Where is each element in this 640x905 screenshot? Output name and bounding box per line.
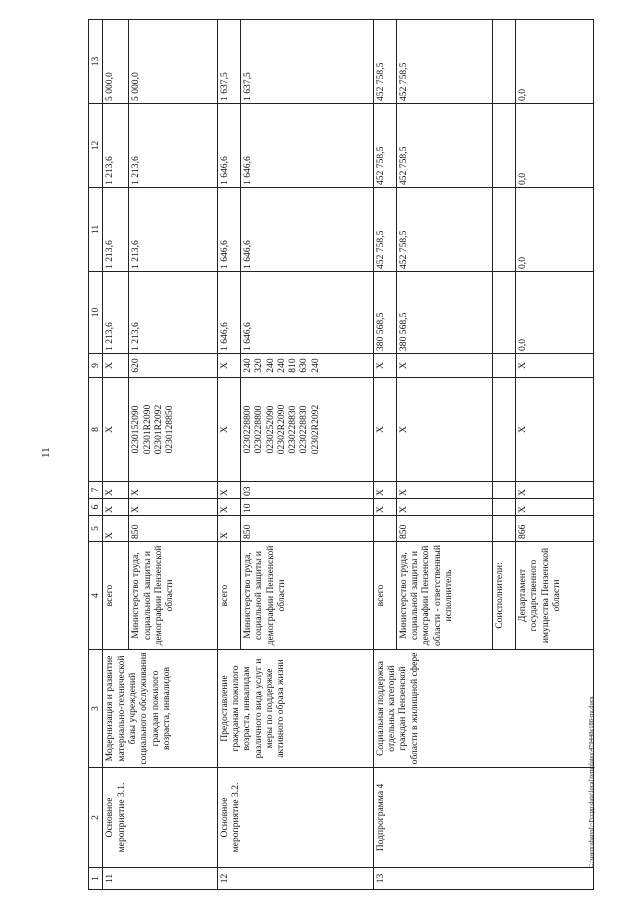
- value-cell-c10: 380 568,5: [396, 272, 492, 354]
- value-cell-c12: 1 646,6: [240, 104, 373, 188]
- row-number: 12: [217, 868, 373, 890]
- value-cell-c12: 1 646,6: [217, 104, 240, 188]
- value-cell-c11: [492, 188, 515, 272]
- value-cell-c12: [492, 104, 515, 188]
- value-cell-c11: 1 646,6: [217, 188, 240, 272]
- value-cell-c5: 866: [516, 516, 594, 542]
- table-row: [217, 20, 240, 890]
- footer-file-path: C:\users\shared\~Fccpp\data\local\templates\479448e188-nu.docx: [588, 696, 595, 868]
- value-cell-c10: [492, 272, 515, 354]
- value-cell-c13: [492, 20, 515, 104]
- value-cell-c6: X: [373, 499, 396, 516]
- col-header: 8: [89, 378, 103, 482]
- value-cell-c12: 0,0: [516, 104, 594, 188]
- value-cell-c13: 5 000,0: [103, 20, 129, 104]
- value-cell-c6: [492, 499, 515, 516]
- value-cell-c12: 452 758,5: [373, 104, 396, 188]
- value-cell-c7: [492, 482, 515, 499]
- value-cell-c13: 5 000,0: [129, 20, 217, 104]
- value-cell-c11: 0,0: [516, 188, 594, 272]
- value-cell-c9: X: [103, 354, 129, 378]
- row-name: Основное мероприятие 3.2.: [217, 768, 373, 868]
- value-cell-c9: X: [217, 354, 240, 378]
- value-cell-c9: X: [396, 354, 492, 378]
- value-cell-c8: X: [373, 378, 396, 482]
- table-row: [103, 20, 129, 890]
- value-cell-c6: X: [129, 499, 217, 516]
- executor-cell: Департамент государственного имущества Пензенской области: [516, 542, 594, 650]
- col-header: 10: [89, 272, 103, 354]
- value-cell-c9: 240 320 240 240 810 630 240: [240, 354, 373, 378]
- value-cell-c5: 850: [129, 516, 217, 542]
- value-cell-c13: 0,0: [516, 20, 594, 104]
- row-description: Социальная поддержка отдельных категорий граждан Пензенской области в жилищной сфере: [373, 650, 593, 768]
- executor-cell: всего: [373, 542, 396, 650]
- table-row: [373, 20, 396, 890]
- value-cell-c10: 0,0: [516, 272, 594, 354]
- col-header: 12: [89, 104, 103, 188]
- value-cell-c11: 1 213,6: [103, 188, 129, 272]
- executor-cell: всего: [217, 542, 240, 650]
- col-header: 1: [89, 868, 103, 890]
- value-cell-c10: 380 568,5: [373, 272, 396, 354]
- col-header: 13: [89, 20, 103, 104]
- value-cell-c8: 0230228800 0230228800 0230252090 02302R2090 0230228830 0230228830 02302R2092: [240, 378, 373, 482]
- executor-cell: Соисполнители:: [492, 542, 515, 650]
- col-header: 3: [89, 650, 103, 768]
- value-cell-c10: 1 646,6: [240, 272, 373, 354]
- value-cell-c11: 452 758,5: [396, 188, 492, 272]
- row-number: 13: [373, 868, 593, 890]
- col-header: 9: [89, 354, 103, 378]
- value-cell-c5: X: [103, 516, 129, 542]
- value-cell-c8: X: [103, 378, 129, 482]
- value-cell-c5: [373, 516, 396, 542]
- col-header: 11: [89, 188, 103, 272]
- value-cell-c6: 10: [240, 499, 373, 516]
- value-cell-c13: 1 637,5: [217, 20, 240, 104]
- column-number-row: [89, 20, 103, 890]
- row-name: Основное мероприятие 3.1.: [103, 768, 217, 868]
- row-number: 11: [103, 868, 217, 890]
- value-cell-c7: X: [373, 482, 396, 499]
- value-cell-c7: X: [217, 482, 240, 499]
- value-cell-c6: X: [217, 499, 240, 516]
- col-header: 2: [89, 768, 103, 868]
- value-cell-c6: X: [516, 499, 594, 516]
- rotated-table-container: [88, 20, 594, 890]
- value-cell-c9: X: [516, 354, 594, 378]
- value-cell-c6: X: [396, 499, 492, 516]
- value-cell-c11: 452 758,5: [373, 188, 396, 272]
- value-cell-c11: 1 213,6: [129, 188, 217, 272]
- value-cell-c12: 1 213,6: [103, 104, 129, 188]
- value-cell-c10: 1 213,6: [129, 272, 217, 354]
- value-cell-c5: 850: [396, 516, 492, 542]
- page-number: 11: [40, 447, 52, 458]
- value-cell-c5: X: [217, 516, 240, 542]
- value-cell-c8: [492, 378, 515, 482]
- value-cell-c7: 03: [240, 482, 373, 499]
- executor-cell: всего: [103, 542, 129, 650]
- value-cell-c7: X: [129, 482, 217, 499]
- value-cell-c13: 1 637,5: [240, 20, 373, 104]
- value-cell-c13: 452 758,5: [396, 20, 492, 104]
- value-cell-c5: [492, 516, 515, 542]
- value-cell-c10: 1 646,6: [217, 272, 240, 354]
- col-header: 4: [89, 542, 103, 650]
- value-cell-c9: [492, 354, 515, 378]
- executor-cell: Министерство труда, социальной защиты и демографии Пензенской области: [129, 542, 217, 650]
- value-cell-c11: 1 646,6: [240, 188, 373, 272]
- value-cell-c12: 452 758,5: [396, 104, 492, 188]
- table-body: [103, 20, 594, 890]
- row-description: Предоставление гражданам пожилого возраста, инвалидам различного вида услуг и меры по поддержке активного образа жизни: [217, 650, 373, 768]
- value-cell-c8: X: [516, 378, 594, 482]
- executor-cell: Министерство труда, социальной защиты и демографии Пензенской области - ответственный исполнитель: [396, 542, 492, 650]
- row-description: Модернизация и развитие материально-технической базы учреждений социального обслуживания граждан пожилого возраста, инвалидов: [103, 650, 217, 768]
- col-header: 5: [89, 516, 103, 542]
- value-cell-c12: 1 213,6: [129, 104, 217, 188]
- budget-table: [88, 19, 594, 890]
- value-cell-c8: 0230152090 02301R2090 02301R2092 0230128850: [129, 378, 217, 482]
- value-cell-c10: 1 213,6: [103, 272, 129, 354]
- value-cell-c7: X: [396, 482, 492, 499]
- value-cell-c9: 620: [129, 354, 217, 378]
- value-cell-c5: 850: [240, 516, 373, 542]
- executor-cell: Министерство труда, социальной защиты и демографии Пензенской области: [240, 542, 373, 650]
- value-cell-c6: X: [103, 499, 129, 516]
- value-cell-c7: X: [516, 482, 594, 499]
- value-cell-c9: X: [373, 354, 396, 378]
- value-cell-c8: X: [396, 378, 492, 482]
- value-cell-c7: X: [103, 482, 129, 499]
- col-header: 7: [89, 482, 103, 499]
- value-cell-c8: X: [217, 378, 240, 482]
- value-cell-c13: 452 758,5: [373, 20, 396, 104]
- col-header: 6: [89, 499, 103, 516]
- row-name: Подпрограмма 4: [373, 768, 593, 868]
